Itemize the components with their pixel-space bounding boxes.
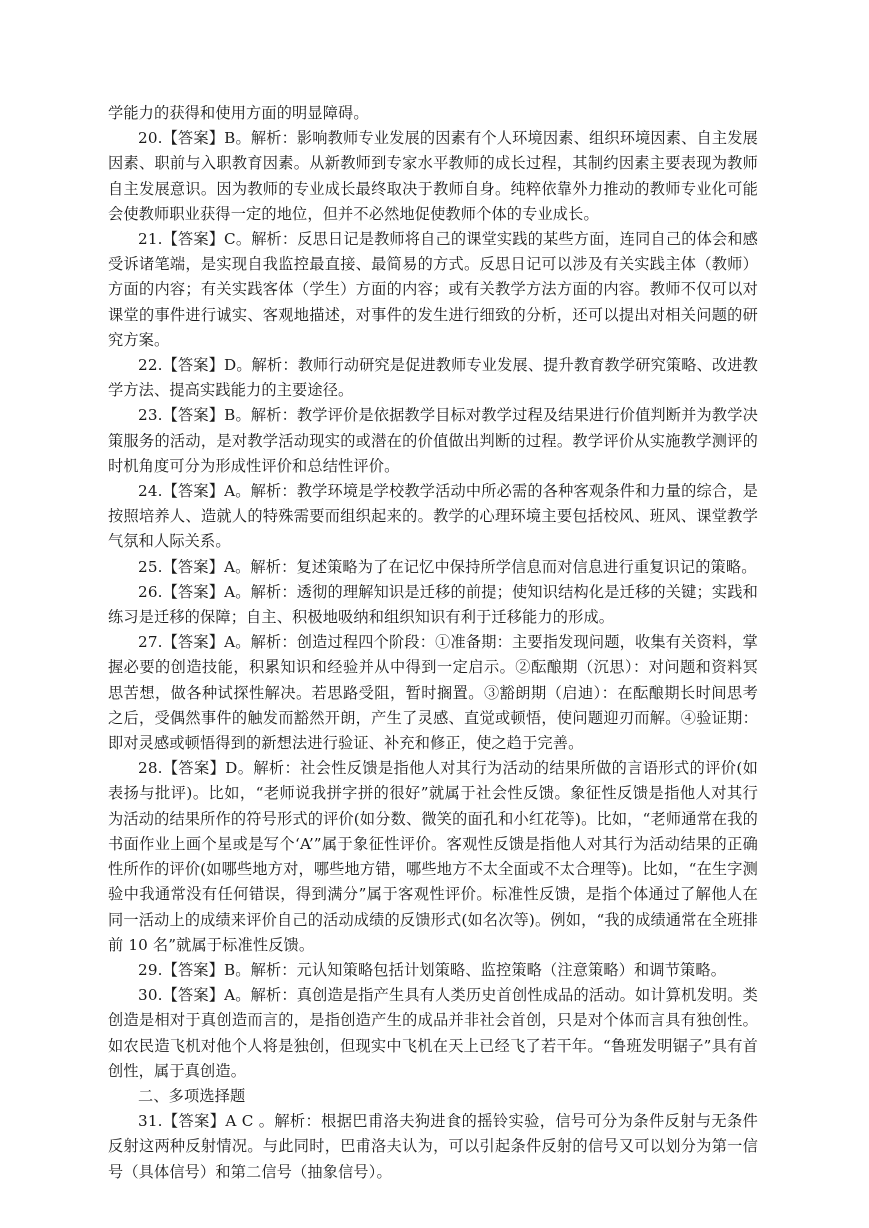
answer-20: 20.【答案】B。解析：影响教师专业发展的因素有个人环境因素、组织环境因素、自主发展因素、职前与入职教育因素。从新教师到专家水平教师的成长过程，其制约因素主要表现为教师自主发展意识。因为教师的专业成长最终取决于教师自身。纯粹依靠外力推动的教师专业化可能会使教师职业获得一定的地位，但并不必然地促使教师个体的专业成长。 <box>108 129 758 223</box>
answer-30: 30.【答案】A。解析：真创造是指产生具有人类历史首创性成品的活动。如计算机发明。类创造是相对于真创造而言的，是指创造产生的成品并非社会首创，只是对个体而言具有独创性。如农民造飞机对他个人将是独创，但现实中飞机在天上已经飞了若干年。“鲁班发明锯子”具有首创性，属于真创造。 <box>108 986 758 1080</box>
answer-23: 23.【答案】B。解析：教学评价是依据教学目标对教学过程及结果进行价值判断并为教学决策服务的活动，是对教学活动现实的或潜在的价值做出判断的过程。教学评价从实施教学测评的时机角度可分为形成性评价和总结性评价。 <box>108 406 758 475</box>
answer-21: 21.【答案】C。解析：反思日记是教师将自己的课堂实践的某些方面，连同自己的体会和感受诉诸笔端，是实现自我监控最直接、最简易的方式。反思日记可以涉及有关实践主体（教师）方面的内容；有关实践客体（学生）方面的内容；或有关教学方法方面的内容。教师不仅可以对课堂的事件进行诚实、客观地描述，对事件的发生进行细致的分析，还可以提出对相关问题的研究方案。 <box>108 230 758 349</box>
answer-27: 27.【答案】A。解析：创造过程四个阶段：①准备期：主要指发现问题，收集有关资料，掌握必要的创造技能，积累知识和经验并从中得到一定启示。②酝酿期（沉思）：对问题和资料冥思苦想，做各种试探性解决。若思路受阻，暂时搁置。③豁朗期（启迪）：在酝酿期长时间思考之后，受偶然事件的触发而豁然开朗，产生了灵感、直觉或顿悟，使问题迎刃而解。④验证期：即对灵感或顿悟得到的新想法进行验证、补充和修正，使之趋于完善。 <box>108 633 758 753</box>
paragraph-continuation: 学能力的获得和使用方面的明显障碍。 <box>108 104 369 122</box>
answer-29: 29.【答案】B。解析：元认知策略包括计划策略、监控策略（注意策略）和调节策略。 <box>138 960 727 979</box>
answer-28: 28.【答案】D。解析：社会性反馈是指他人对其行为活动的结果所做的言语形式的评价(如表扬与批评)。比如，“老师说我拼字拼的很好”就属于社会性反馈。象征性反馈是指他人对其行为活动的结果所作的符号形式的评价(如分数、微笑的面孔和小红花等)。比如，“老师通常在我的书面作业上画个星或是写个‘A’”属于象征性评价。客观性反馈是指他人对其行为活动结果的正确性所作的评价(如哪些地方对，哪些地方错，哪些地方不太全面或不太合理等)。比如，“在生字测验中我通常没有任何错误，得到满分”属于客观性评价。标准性反馈，是指个体通过了解他人在同一活动上的成绩来评价自己的活动成绩的反馈形式(如名次等)。例如，“我的成绩通常在全班排前 10 名”就属于标准性反馈。 <box>108 759 758 954</box>
answer-24: 24.【答案】A。解析：教学环境是学校教学活动中所必需的各种客观条件和力量的综合，是按照培养人、造就人的特殊需要而组织起来的。教学的心理环境主要包括校风、班风、课堂教学气氛和人际关系。 <box>108 482 758 551</box>
section-heading-multiple-choice: 二、多项选择题 <box>138 1086 246 1105</box>
answer-22: 22.【答案】D。解析：教师行动研究是促进教师专业发展、提升教育教学研究策略、改进教学方法、提高实践能力的主要途径。 <box>108 356 758 400</box>
answer-26: 26.【答案】A。解析：透彻的理解知识是迁移的前提；使知识结构化是迁移的关键；实践和练习是迁移的保障；自主、积极地吸纳和组织知识有利于迁移能力的形成。 <box>108 582 758 627</box>
answer-31: 31.【答案】A C 。解析：根据巴甫洛夫狗进食的摇铃实验，信号可分为条件反射与无条件反射这两种反射情况。与此同时，巴甫洛夫认为，可以引起条件反射的信号又可以划分为第一信号（具体信号）和第二信号（抽象信号）。 <box>108 1112 758 1181</box>
answer-25: 25.【答案】A。解析：复述策略为了在记忆中保持所学信息而对信息进行重复识记的策略。 <box>138 557 757 576</box>
